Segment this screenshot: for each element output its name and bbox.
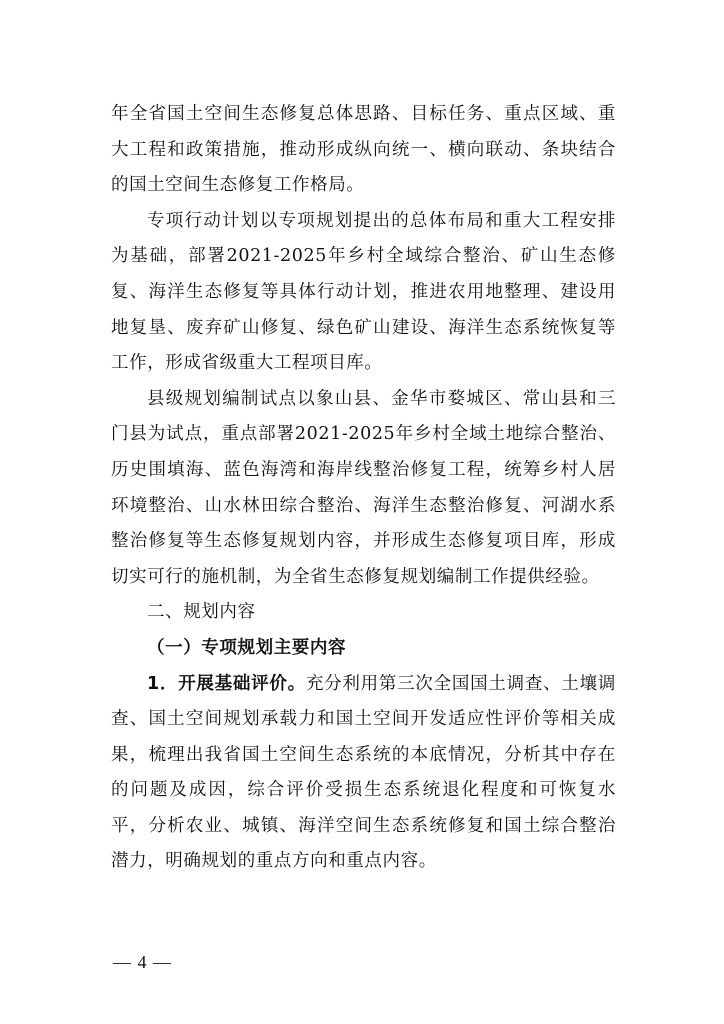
paragraph-county-pilot: 县级规划编制试点以象山县、金华市婺城区、常山县和三门县为试点，重点部署2021-2025年乡村全域土地综合整治、历史围填海、蓝色海湾和海岸线整治修复工程，统筹乡村人居环境整治、山水林田综合整治、海洋生态整治修复、河湖水系整治修复等生态修复规划内容，并形成生态修复项目库，形成切实可行的施机制，为全省生态修复规划编制工作提供经验。 <box>111 388 616 587</box>
paragraph-special-action-plan: 专项行动计划以专项规划提出的总体布局和重大工程安排为基础，部署2021-2025年乡村全域综合整治、矿山生态修复、海洋生态修复等具体行动计划，推进农用地整理、建设用地复垦、废弃矿山修复、绿色矿山建设、海洋生态系统恢复等工作，形成省级重大工程项目库。 <box>111 210 616 374</box>
section-heading-planning-content: 二、规划内容 <box>147 602 256 623</box>
item-number: 1． <box>147 673 179 694</box>
item-text: 充分利用第三次全国国土调查、土壤调查、国土空间规划承载力和国土空间开发适应性评价等相关成果，梳理出我省国土空间生态系统的本底情况，分析其中存在的问题及成因，综合评价受损生态系统退化程度和可恢复水平，分析农业、城镇、海洋空间生态系统修复和国土综合整治潜力，明确规划的重点方向和重点内容。 <box>111 673 617 872</box>
paragraph-continuation: 年全省国土空间生态修复总体思路、目标任务、重点区域、重大工程和政策措施，推动形成纵向统一、横向联动、条块结合的国土空间生态修复工作格局。 <box>111 104 616 196</box>
document-body <box>111 97 616 880</box>
page-number: — 4 — <box>113 952 172 972</box>
item-title: 开展基础评价。 <box>178 673 306 694</box>
subsection-heading-special-plan: （一）专项规划主要内容 <box>147 637 347 658</box>
item-basic-evaluation <box>111 667 616 881</box>
